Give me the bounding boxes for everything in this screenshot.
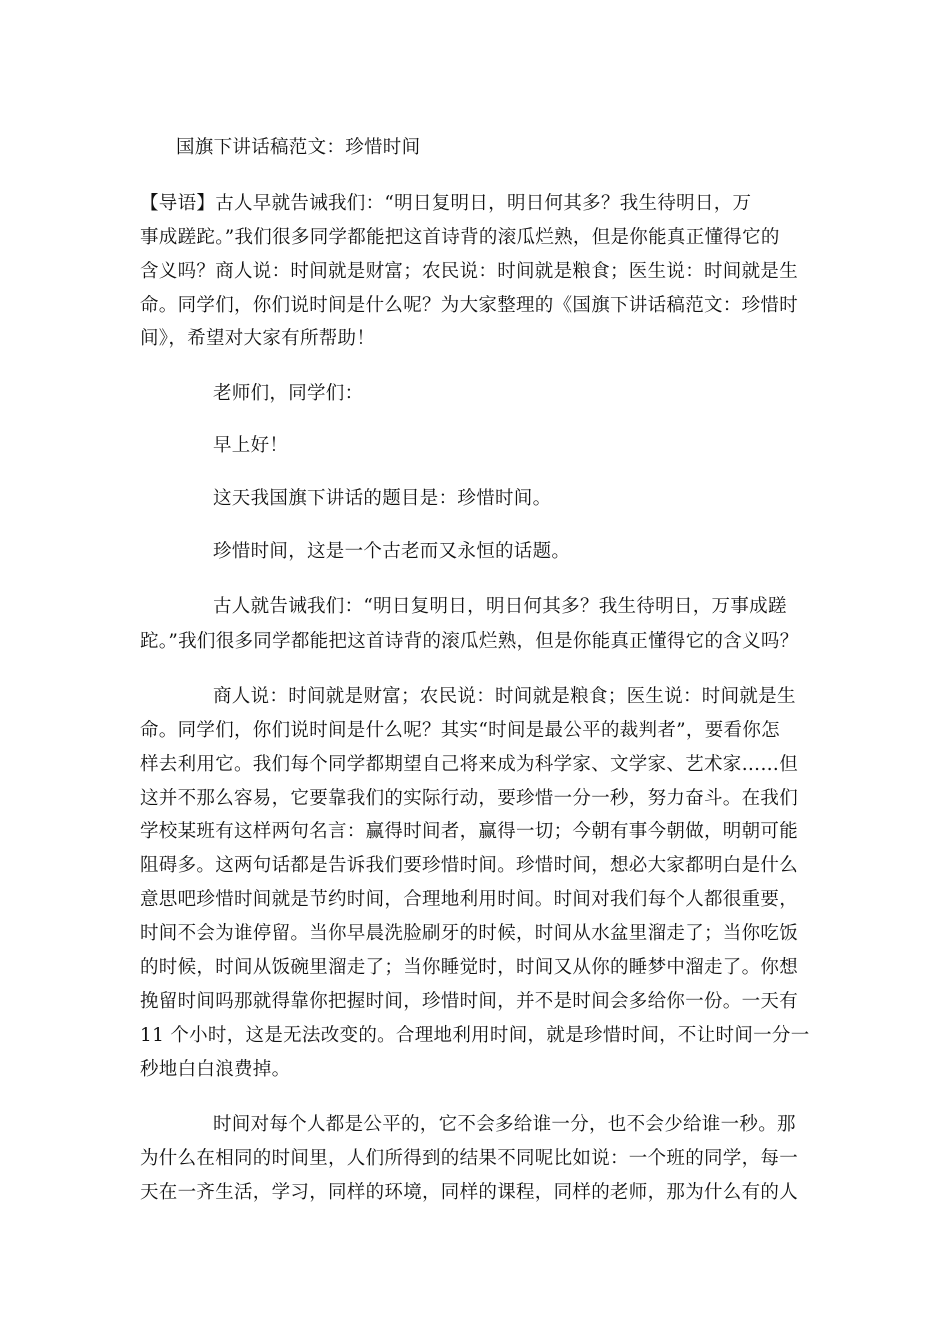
paragraph-line: 跎。”我们很多同学都能把这首诗背的滚瓜烂熟，但是你能真正懂得它的含义吗？	[140, 631, 799, 652]
paragraph-line: 时间对每个人都是公平的，它不会多给谁一分，也不会少给谁一秒。那	[213, 1114, 796, 1135]
intro-line: 含义吗？商人说：时间就是财富；农民说：时间就是粮食；医生说：时间就是生	[140, 261, 799, 282]
intro-line: 间》，希望对大家有所帮助！	[140, 328, 376, 349]
intro-line: 事成蹉跎。”我们很多同学都能把这首诗背的滚瓜烂熟，但是你能真正懂得它的	[140, 227, 780, 248]
paragraph-line: 古人就告诫我们：“明日复明日，明日何其多？我生待明日，万事成蹉	[213, 596, 787, 617]
paragraph-line: 11 个小时，这是无法改变的。合理地利用时间，就是珍惜时间，不让时间一分一	[140, 1025, 810, 1046]
paragraph-line: 为什么在相同的时间里，人们所得到的结果不同呢比如说：一个班的同学，每一	[140, 1148, 799, 1169]
paragraph-line: 商人说：时间就是财富；农民说：时间就是粮食；医生说：时间就是生	[213, 686, 796, 707]
topic-line: 这天我国旗下讲话的题目是：珍惜时间。	[213, 488, 552, 509]
paragraph-line: 阻碍多。这两句话都是告诉我们要珍惜时间。珍惜时间，想必大家都明白是什么	[140, 855, 799, 876]
morning-line: 早上好！	[213, 435, 289, 456]
paragraph-line: 这并不那么容易，它要靠我们的实际行动，要珍惜一分一秒，努力奋斗。在我们	[140, 788, 799, 809]
paragraph-line: 天在一齐生活，学习，同样的环境，同样的课程，同样的老师，那为什么有的人	[140, 1182, 799, 1203]
theme-line: 珍惜时间，这是一个古老而又永恒的话题。	[213, 541, 571, 562]
intro-line: 命。同学们，你们说时间是什么呢？为大家整理的《国旗下讲话稿范文：珍惜时	[140, 295, 799, 316]
paragraph-line: 意思吧珍惜时间就是节约时间，合理地利用时间。时间对我们每个人都很重要，	[140, 889, 799, 910]
paragraph-line: 命。同学们，你们说时间是什么呢？其实“时间是最公平的裁判者”，要看你怎	[140, 720, 780, 741]
paragraph-line: 的时候，时间从饭碗里溜走了；当你睡觉时，时间又从你的睡梦中溜走了。你想	[140, 957, 799, 978]
paragraph-line: 时间不会为谁停留。当你早晨洗脸刷牙的时候，时间从水盆里溜走了；当你吃饭	[140, 923, 799, 944]
document-title: 国旗下讲话稿范文：珍惜时间	[176, 137, 421, 158]
greeting-line: 老师们，同学们：	[213, 383, 364, 404]
paragraph-line: 秒地白白浪费掉。	[140, 1059, 291, 1080]
intro-line: 【导语】古人早就告诫我们：“明日复明日，明日何其多？我生待明日，万	[140, 193, 752, 214]
paragraph-line: 学校某班有这样两句名言：赢得时间者，赢得一切；今朝有事今朝做，明朝可能	[140, 821, 799, 842]
paragraph-line: 挽留时间吗那就得靠你把握时间，珍惜时间，并不是时间会多给你一份。一天有	[140, 991, 799, 1012]
paragraph-line: 样去利用它。我们每个同学都期望自己将来成为科学家、文学家、艺术家……但	[140, 754, 799, 775]
